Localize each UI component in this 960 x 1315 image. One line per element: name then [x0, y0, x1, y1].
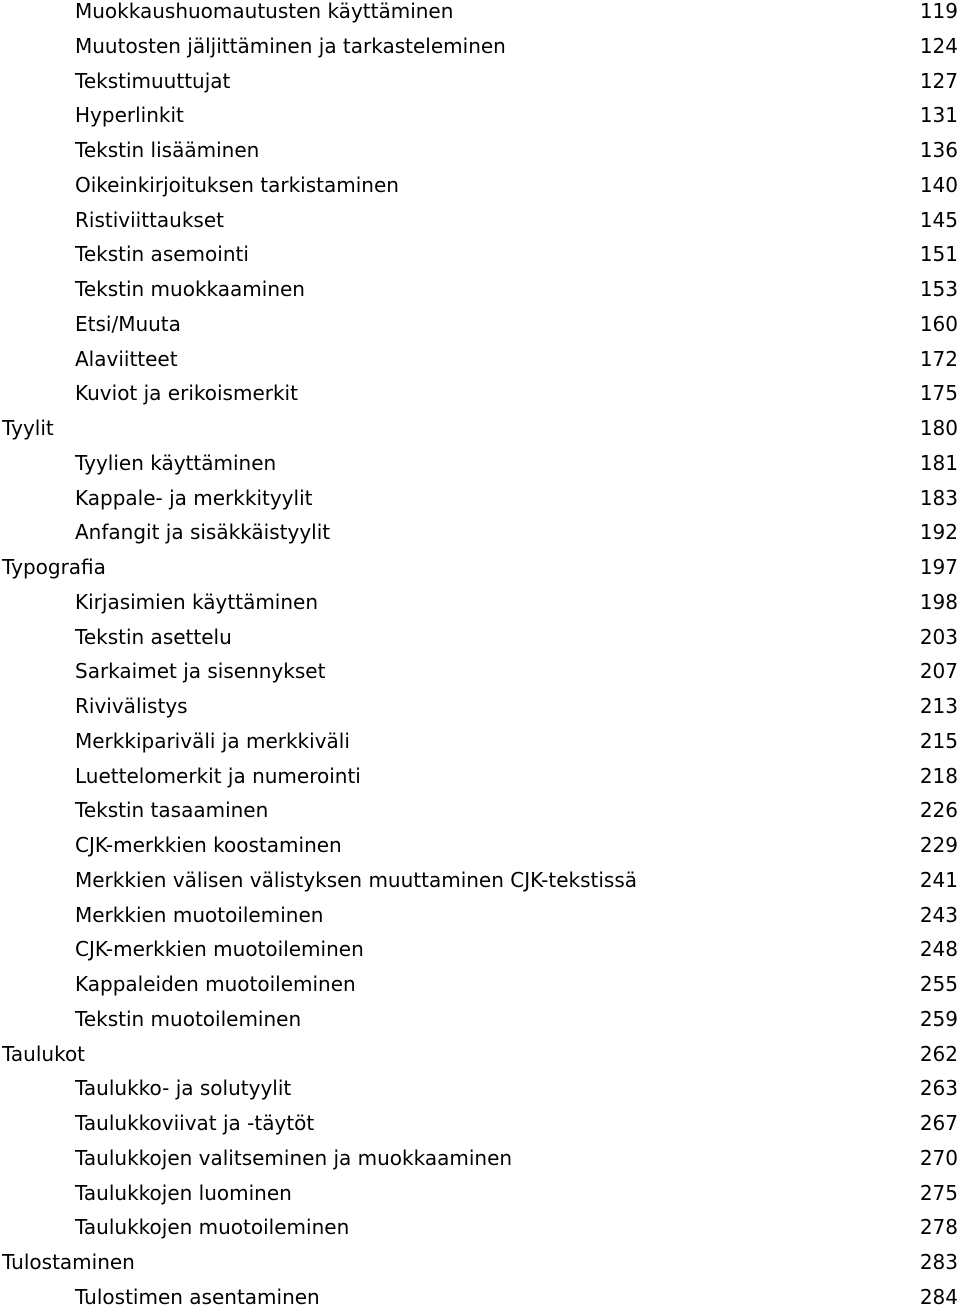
toc-section-row[interactable] [0, 446, 960, 481]
toc-section-row[interactable] [0, 515, 960, 550]
toc-page-number: 198 [919, 589, 958, 614]
toc-section-title: Tekstin muokkaaminen [75, 277, 305, 301]
toc-section-row[interactable] [0, 1106, 960, 1141]
toc-section-title: Tekstin asemointi [75, 242, 249, 267]
toc-page-number: 213 [919, 694, 958, 718]
toc-section-title: Merkkien muotoileminen [75, 902, 324, 927]
toc-section-title: Kappale- ja merkkityylit [75, 485, 313, 510]
toc-section-title: Tyylien käyttäminen [75, 450, 277, 475]
toc-page-number: 127 [919, 68, 958, 93]
toc-page-number: 160 [919, 311, 958, 336]
toc-chapter-title: Typografia [2, 555, 106, 579]
toc-section-row[interactable] [0, 98, 960, 133]
toc-chapter-title: Taulukot [2, 1041, 86, 1066]
toc-page-number: 153 [919, 277, 958, 301]
toc-section-row[interactable] [0, 898, 960, 933]
toc-section-title: Muokkaushuomautusten käyttäminen [75, 0, 454, 23]
toc-chapter-row[interactable] [0, 1037, 960, 1072]
toc-page-number: 270 [919, 1145, 958, 1170]
toc-section-row[interactable] [0, 203, 960, 238]
toc-page-number: 218 [919, 763, 958, 788]
toc-section-row[interactable] [0, 64, 960, 99]
toc-page-number: 283 [919, 1250, 958, 1274]
toc-page-number: 278 [919, 1215, 958, 1240]
toc-section-title: Anfangit ja sisäkkäistyylit [75, 520, 331, 545]
toc-page-number: 136 [919, 138, 958, 162]
toc-section-title: Muutosten jäljittäminen ja tarkasteleminen [75, 33, 506, 58]
toc-section-row[interactable] [0, 932, 960, 967]
toc-section-row[interactable] [0, 1210, 960, 1245]
toc-section-row[interactable] [0, 1141, 960, 1176]
toc-section-title: Tekstin muotoileminen [75, 1006, 302, 1031]
toc-section-title: Taulukkojen valitseminen ja muokkaaminen [75, 1145, 513, 1170]
toc-section-title: Kirjasimien käyttäminen [75, 589, 319, 614]
toc-section-title: CJK-merkkien muotoileminen [75, 937, 364, 962]
toc-page-number: 140 [919, 172, 958, 197]
toc-section-title: Ristiviittaukset [75, 207, 224, 232]
toc-section-title: Tulostimen asentaminen [75, 1284, 320, 1309]
toc-page-number: 259 [919, 1006, 958, 1031]
toc-section-title: Rivivälistys [75, 694, 188, 718]
toc-section-title: Taulukko- ja solutyylit [75, 1076, 292, 1101]
toc-section-title: Alaviitteet [75, 346, 178, 371]
toc-section-row[interactable] [0, 307, 960, 342]
toc-section-title: Luettelomerkit ja numerointi [75, 763, 361, 788]
toc-page-number: 197 [919, 555, 958, 579]
toc-page-number: 180 [919, 416, 958, 440]
toc-section-title: Kappaleiden muotoileminen [75, 972, 356, 996]
toc-section-row[interactable] [0, 863, 960, 898]
toc-page-number: 284 [919, 1284, 958, 1309]
toc-section-title: Taulukkojen muotoileminen [75, 1215, 350, 1240]
toc-chapter-title: Tulostaminen [2, 1250, 135, 1274]
toc-section-title: Merkkipariväli ja merkkiväli [75, 728, 350, 753]
toc-section-row[interactable] [0, 0, 960, 29]
toc-page-number: 255 [919, 972, 958, 996]
toc-section-row[interactable] [0, 620, 960, 655]
toc-section-title: Kuviot ja erikoismerkit [75, 381, 298, 406]
toc-section-title: Tekstin asettelu [75, 624, 232, 649]
toc-section-title: Tekstin lisääminen [75, 138, 260, 162]
toc-page-number: 175 [919, 381, 958, 406]
toc-chapter-row[interactable] [0, 550, 960, 585]
toc-page-number: 172 [919, 346, 958, 371]
toc-section-row[interactable] [0, 1002, 960, 1037]
toc-page-number: 131 [919, 103, 958, 128]
toc-section-row[interactable] [0, 654, 960, 689]
toc-section-row[interactable] [0, 237, 960, 272]
toc-page-number: 124 [919, 33, 958, 58]
toc-section-title: Hyperlinkit [75, 103, 184, 128]
toc-section-title: CJK-merkkien koostaminen [75, 833, 342, 857]
toc-section-row[interactable] [0, 133, 960, 168]
toc-page-number: 203 [919, 624, 958, 649]
toc-section-row[interactable] [0, 793, 960, 828]
toc-section-row[interactable] [0, 585, 960, 620]
toc-section-row[interactable] [0, 759, 960, 794]
toc-page-number: 262 [919, 1041, 958, 1066]
toc-section-row[interactable] [0, 1176, 960, 1211]
toc-page-number: 248 [919, 937, 958, 962]
toc-page-number: 229 [919, 833, 958, 857]
toc-page-number: 275 [919, 1180, 958, 1205]
toc-page-number: 215 [919, 728, 958, 753]
toc-section-row[interactable] [0, 724, 960, 759]
toc-page-number: 181 [919, 450, 958, 475]
toc-section-row[interactable] [0, 29, 960, 64]
toc-section-title: Taulukkoviivat ja -täytöt [75, 1111, 315, 1135]
toc-page-number: 183 [919, 485, 958, 510]
toc-page-number: 267 [919, 1111, 958, 1135]
toc-section-row[interactable] [0, 1280, 960, 1315]
toc-page-number: 243 [919, 902, 958, 927]
toc-section-row[interactable] [0, 481, 960, 516]
toc-section-title: Oikeinkirjoituksen tarkistaminen [75, 172, 399, 197]
toc-chapter-title: Tyylit [2, 416, 54, 440]
toc-section-title: Tekstimuuttujat [75, 68, 231, 93]
toc-section-row[interactable] [0, 272, 960, 307]
toc-chapter-row[interactable] [0, 1245, 960, 1280]
toc-section-row[interactable] [0, 1071, 960, 1106]
toc-section-title: Merkkien välisen välistyksen muuttaminen CJK-tekstissä [75, 867, 638, 892]
toc-section-row[interactable] [0, 828, 960, 863]
toc-section-title: Taulukkojen luominen [75, 1180, 292, 1205]
toc-page-number: 151 [919, 242, 958, 267]
toc-section-row[interactable] [0, 168, 960, 203]
toc-page-number: 207 [919, 659, 958, 684]
toc-section-row[interactable] [0, 967, 960, 1002]
toc-page-number: 145 [919, 207, 958, 232]
toc-chapter-row[interactable] [0, 411, 960, 446]
toc-page-number: 226 [919, 798, 958, 823]
toc-section-title: Sarkaimet ja sisennykset [75, 659, 326, 684]
toc-section-title: Tekstin tasaaminen [75, 798, 269, 823]
toc-section-row[interactable] [0, 689, 960, 724]
toc-page-number: 241 [919, 867, 958, 892]
toc-section-row[interactable] [0, 342, 960, 377]
toc-page-number: 192 [919, 520, 958, 545]
toc-section-title: Etsi/Muuta [75, 311, 181, 336]
toc-section-row[interactable] [0, 376, 960, 411]
toc-page-number: 263 [919, 1076, 958, 1101]
toc-page-number: 119 [919, 0, 958, 23]
